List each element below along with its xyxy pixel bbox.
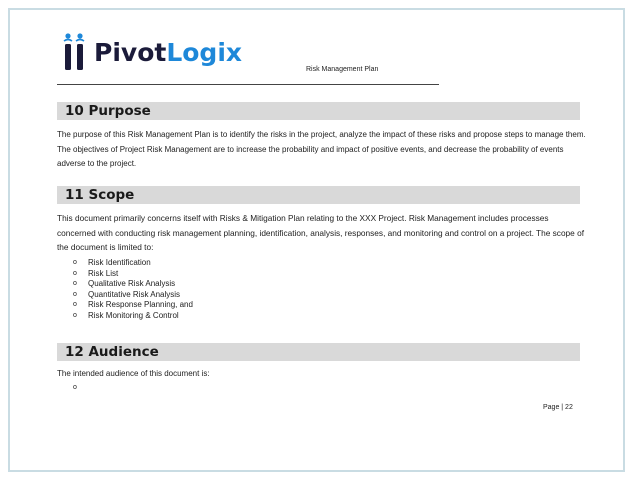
brand-name bbox=[94, 38, 242, 67]
bullet-icon: o bbox=[73, 290, 77, 298]
bullet-icon: o bbox=[73, 384, 77, 391]
list-item-text: Quantitative Risk Analysis bbox=[88, 289, 181, 299]
list-item bbox=[73, 311, 193, 322]
bullet-icon: o bbox=[73, 311, 77, 319]
header-divider bbox=[57, 84, 439, 85]
document-title: Risk Management Plan bbox=[306, 66, 379, 73]
brand-prefix: Pivot bbox=[94, 37, 167, 67]
bullet-icon: o bbox=[73, 259, 77, 266]
section-title: 10 Purpose bbox=[65, 103, 151, 119]
brand-logo bbox=[62, 32, 242, 72]
section-title: 12 Audience bbox=[65, 344, 159, 360]
bullet-icon: o bbox=[73, 269, 77, 277]
section-heading-purpose bbox=[57, 102, 580, 120]
list-item-text: Risk Response Planning, and bbox=[88, 300, 193, 309]
brand-suffix: Logix bbox=[166, 37, 243, 67]
scope-paragraph: This document primarily concerns itself with Risks & Mitigation Plan relating to the XXX Project. Risk Management includes processes concerned with conducting risk management planning, identification, analysis, responses, and monitoring and control on a project. The scope of the document is limited to: bbox=[57, 213, 585, 252]
list-item-text: Risk Identification bbox=[88, 258, 151, 267]
scope-bullet-list bbox=[73, 258, 193, 321]
bullet-icon: o bbox=[73, 280, 77, 287]
list-item-text: Risk Monitoring & Control bbox=[88, 310, 179, 320]
page-number: Page | 22 bbox=[543, 404, 573, 411]
list-item bbox=[73, 279, 193, 290]
list-item bbox=[73, 290, 193, 301]
list-item-text: Risk List bbox=[88, 268, 119, 278]
section-heading-audience bbox=[57, 343, 580, 361]
purpose-paragraph: The purpose of this Risk Management Plan is to identify the risks in the project, analyze the impact of these risks and propose steps to manage them. The objectives of Project Risk Management are to increase the probability and impact of positive events, and decrease the probability of events adverse to the project. bbox=[57, 130, 586, 168]
list-item-text: Qualitative Risk Analysis bbox=[88, 279, 176, 288]
pivotlogix-logo-icon bbox=[62, 32, 88, 72]
section-heading-scope bbox=[57, 186, 580, 204]
bullet-icon: o bbox=[73, 301, 77, 308]
audience-paragraph: The intended audience of this document is: bbox=[57, 369, 210, 378]
audience-bullet-list bbox=[73, 383, 88, 394]
list-item bbox=[73, 300, 193, 311]
list-item bbox=[73, 258, 193, 269]
list-item bbox=[73, 383, 88, 394]
section-title: 11 Scope bbox=[65, 187, 135, 203]
list-item bbox=[73, 269, 193, 280]
